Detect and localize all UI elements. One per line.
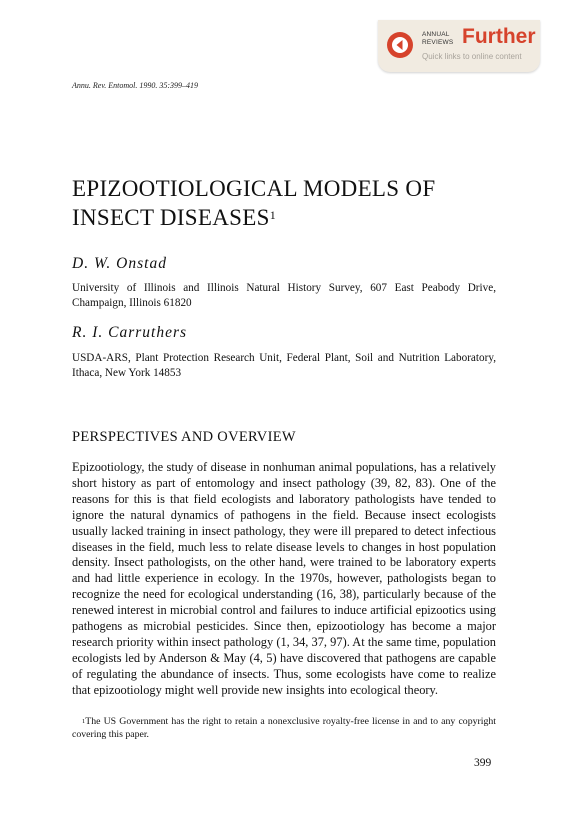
banner-annual-text: ANNUAL xyxy=(422,31,450,38)
author-name-1: D. W. Onstad xyxy=(72,255,167,272)
title-line-2: INSECT DISEASES xyxy=(72,205,270,230)
section-heading: PERSPECTIVES AND OVERVIEW xyxy=(72,429,296,445)
article-title xyxy=(72,174,512,232)
author-name-2: R. I. Carruthers xyxy=(72,324,188,341)
footnote xyxy=(72,715,496,741)
annual-reviews-logo-icon xyxy=(386,31,414,59)
title-line-1: EPIZOOTIOLOGICAL MODELS OF xyxy=(72,176,436,201)
banner-tagline: Quick links to online content xyxy=(422,52,522,61)
author-affiliation-2: USDA-ARS, Plant Protection Research Unit, Federal Plant, Soil and Nutrition Laboratory, Ithaca, New York 14853 xyxy=(72,352,496,379)
author-affiliation-1: University of Illinois and Illinois Natural History Survey, 607 East Peabody Drive, Champaign, Illinois 61820 xyxy=(72,282,496,309)
banner-further-text: Further xyxy=(462,25,536,48)
page-number: 399 xyxy=(474,757,492,769)
footnote-text: The US Government has the right to retain a nonexclusive royalty-free license in and to any copyright covering this paper. xyxy=(72,716,496,740)
journal-citation: Annu. Rev. Entomol. 1990. 35:399–419 xyxy=(72,81,199,90)
annual-reviews-further-banner[interactable] xyxy=(378,20,540,72)
title-footnote-mark[interactable]: 1 xyxy=(269,208,276,222)
banner-annual-reviews-label xyxy=(422,31,462,47)
footnote-mark: 1 xyxy=(82,718,86,725)
banner-reviews-text: REVIEWS xyxy=(422,39,454,46)
body-paragraph: Epizootiology, the study of disease in nonhuman animal populations, has a relatively short history as part of entomology and insect pathology (39, 82, 83). One of the reasons for this is that field ecologists and laboratory pathologists have tended to ignore the natural dynamics of pathogens in the field. Because insect ecologists usually lacked training in insect pathology, they were ill prepared to detect infectious diseases in the field, much less to relate disease levels to changes in host population density. Insect pathologists, on the other hand, were trained to be laboratory experts and had little experience in ecology. In the 1970s, however, pathologists began to recognize the need for ecological understanding (16, 38), particularly because of the renewed interest in microbial control and failures to induce artificial epizootics using pathogens as microbial pesticides. Since then, epizootiology has become a major research priority within insect pathology (1, 34, 37, 97). At the same time, population ecologists led by Anderson & May (4, 5) have discovered that pathogens are capable of regulating the abundance of insects. Thus, some ecologists have come to realize that epizootiology might well provide new insights into ecological theory. xyxy=(72,460,496,697)
